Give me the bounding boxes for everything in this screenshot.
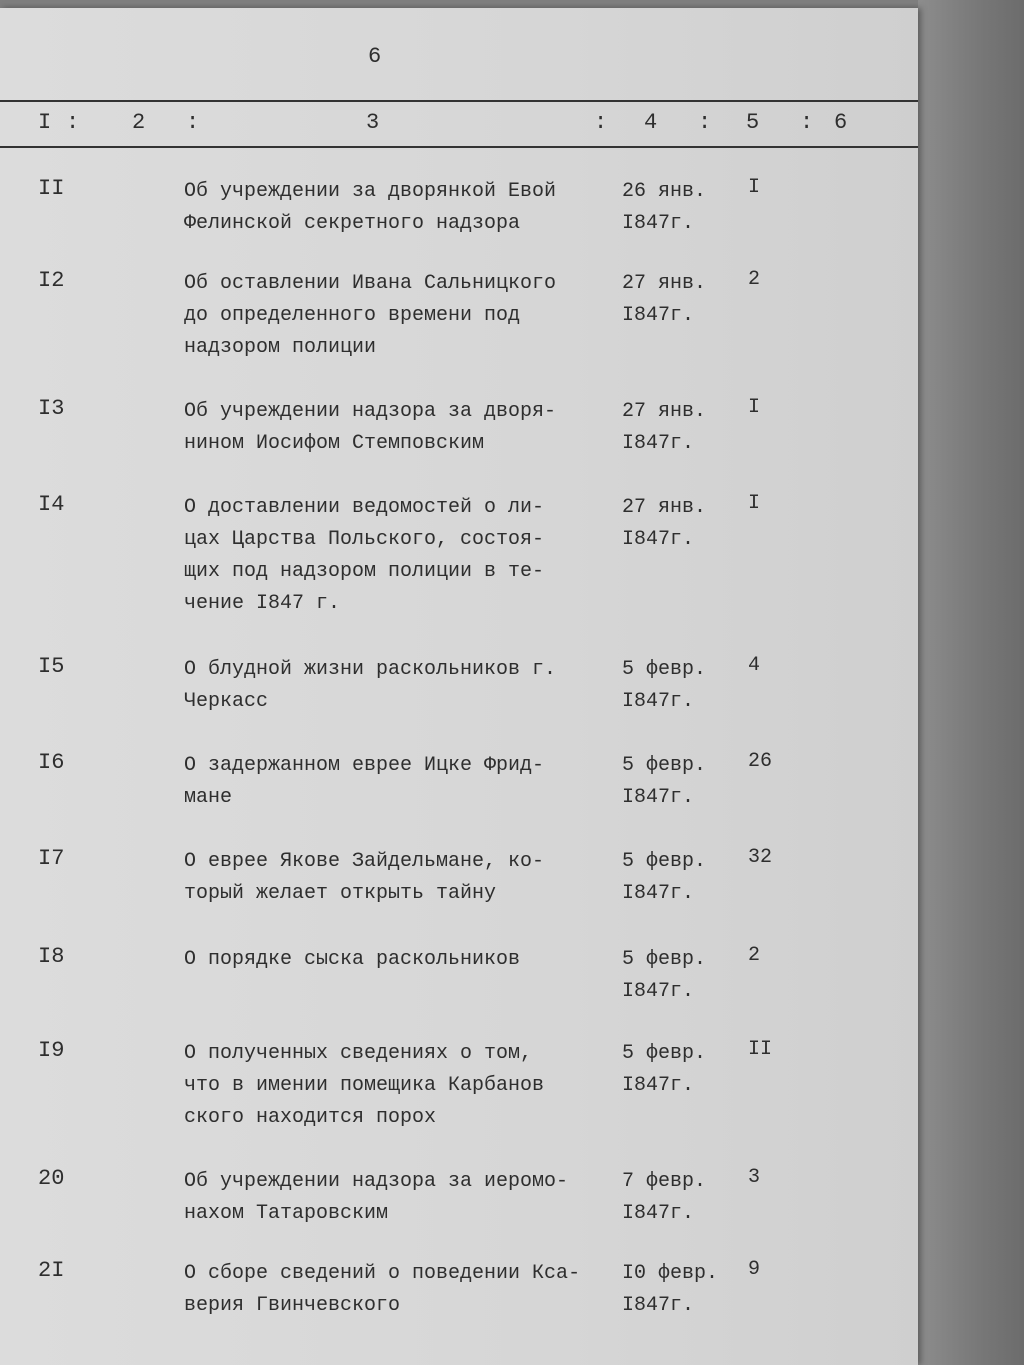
record-number: I7: [38, 846, 65, 871]
page-edge-background: [918, 0, 1024, 1365]
record-description: Об учреждении надзора за иеромо- нахом Татаровским: [184, 1170, 569, 1225]
record-sheets: 26: [748, 750, 773, 773]
record-sheets: 32: [748, 846, 773, 869]
record-date: 27 янв. I847г.: [622, 272, 707, 327]
record-date: 5 февр. I847г.: [622, 850, 707, 905]
record-date: 5 февр. I847г.: [622, 948, 707, 1003]
header-separator: :: [800, 110, 814, 135]
record-date: 26 янв. I847г.: [622, 180, 707, 235]
record-sheets: 4: [748, 654, 761, 677]
record-sheets: 2: [748, 944, 761, 967]
record-sheets: 3: [748, 1166, 761, 1189]
record-number: I9: [38, 1038, 65, 1063]
record-number: I4: [38, 492, 65, 517]
record-sheets: I: [748, 176, 761, 199]
header-separator: :: [66, 110, 80, 135]
record-sheets: I: [748, 492, 761, 515]
record-number: I5: [38, 654, 65, 679]
record-number: I2: [38, 268, 65, 293]
header-col-1: I: [38, 110, 52, 135]
record-date: I0 февр. I847г.: [622, 1262, 719, 1317]
record-description: О блудной жизни раскольников г. Черкасс: [184, 658, 557, 713]
record-date: 7 февр. I847г.: [622, 1170, 707, 1225]
record-number: I6: [38, 750, 65, 775]
record-description: Об оставлении Ивана Сальницкого до определенного времени под надзором полиции: [184, 272, 557, 359]
record-sheets: 9: [748, 1258, 761, 1281]
header-separator: :: [186, 110, 200, 135]
record-date: 27 янв. I847г.: [622, 400, 707, 455]
record-description: О задержанном еврее Ицке Фрид- мане: [184, 754, 545, 809]
record-number: 20: [38, 1166, 65, 1191]
header-separator: :: [594, 110, 608, 135]
header-col-3: 3: [366, 110, 380, 135]
header-col-4: 4: [644, 110, 658, 135]
record-number: 2I: [38, 1258, 65, 1283]
record-date: 5 февр. I847г.: [622, 1042, 707, 1097]
record-description: О полученных сведениях о том, что в имении помещика Карбанов ского находится порох: [184, 1042, 545, 1129]
record-sheets: 2: [748, 268, 761, 291]
header-col-6: 6: [834, 110, 848, 135]
record-description: О еврее Якове Зайдельмане, ко- торый желает открыть тайну: [184, 850, 545, 905]
record-number: I3: [38, 396, 65, 421]
page-number: 6: [368, 44, 382, 69]
record-description: Об учреждении за дворянкой Евой Фелинской секретного надзора: [184, 180, 557, 235]
record-description: О сборе сведений о поведении Кса- верия Гвинчевского: [184, 1262, 581, 1317]
header-separator: :: [698, 110, 712, 135]
record-number: II: [38, 176, 65, 201]
record-sheets: II: [748, 1038, 773, 1061]
record-number: I8: [38, 944, 65, 969]
record-date: 5 февр. I847г.: [622, 754, 707, 809]
header-col-5: 5: [746, 110, 760, 135]
record-sheets: I: [748, 396, 761, 419]
record-description: О доставлении ведомостей о ли- цах Царства Польского, состоя- щих под надзором полиции в те- чение I847 г.: [184, 496, 545, 615]
record-description: Об учреждении надзора за дворя- нином Иосифом Стемповским: [184, 400, 557, 455]
record-date: 27 янв. I847г.: [622, 496, 707, 551]
record-description: О порядке сыска раскольников: [184, 948, 521, 971]
header-col-2: 2: [132, 110, 146, 135]
record-date: 5 февр. I847г.: [622, 658, 707, 713]
